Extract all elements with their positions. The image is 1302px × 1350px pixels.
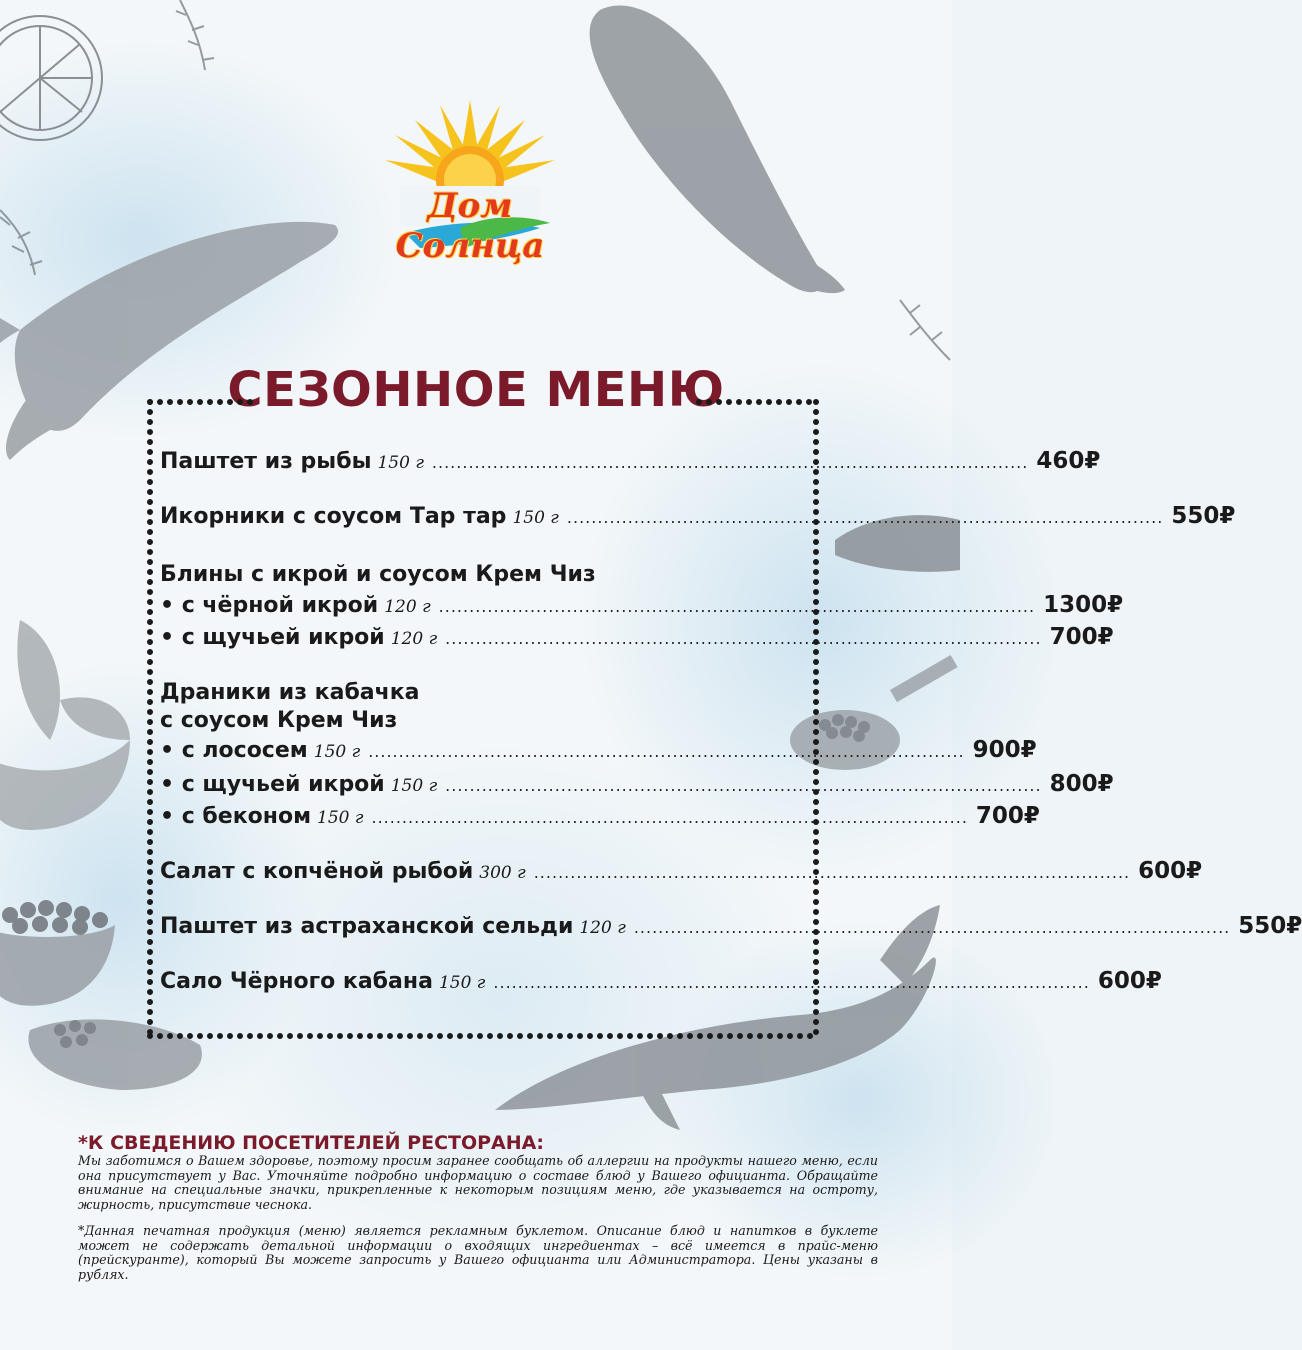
page-title: СЕЗОННОЕ МЕНЮ xyxy=(227,362,725,418)
dot-leader: .................................................................................................. xyxy=(493,973,1090,992)
item-name: Икорники с соусом Тар тар xyxy=(160,504,507,529)
item-name: Паштет из астраханской сельди xyxy=(160,914,574,939)
item-name: • с щучьей икрой xyxy=(160,625,385,650)
menu-item xyxy=(160,624,1114,658)
item-name: • с чёрной икрой xyxy=(160,593,379,618)
item-weight: 150 г xyxy=(313,742,361,762)
item-price: 600₽ xyxy=(1097,968,1162,994)
menu-item xyxy=(160,592,1124,626)
notice-allergy-text: Мы заботимся о Вашем здоровье, поэтому просим заранее сообщать об аллергии на продукты нашего меню, если она присутствует у Вас. Уточняйте подробно информацию о составе блюд у Вашего официанта. Обращайте внимание на специальные значки, прикрепленные к некоторым позициям меню, где указывается на остроту, жирность, присутствие чеснока. xyxy=(78,1153,878,1212)
item-weight: 150 г xyxy=(377,453,424,473)
item-price: 460₽ xyxy=(1036,448,1101,474)
menu-item xyxy=(160,913,1302,947)
item-weight: 120 г xyxy=(390,629,438,649)
item-weight: 150 г xyxy=(438,973,486,993)
dot-leader: .................................................................................................. xyxy=(633,918,1231,937)
restaurant-logo xyxy=(360,88,580,266)
item-name: Салат с копчёной рыбой xyxy=(160,859,474,884)
visitor-notice xyxy=(78,1132,878,1282)
notice-disclaimer-text: *Данная печатная продукция (меню) является рекламным буклетом. Описание блюд и напитков в буклете может не содержать детальной информации о входящих ингредиентах – всё имеется в прайс-меню (прейскуранте), который Вы можете запросить у Вашего официанта или Администратора. Цены указаны в рублях. xyxy=(78,1223,878,1282)
menu-item xyxy=(160,968,1162,1002)
item-name: Сало Чёрного кабана xyxy=(160,969,433,994)
item-weight: 150 г xyxy=(390,776,438,796)
item-weight: 120 г xyxy=(384,597,431,617)
logo-text: Дом Солнца xyxy=(395,186,545,266)
item-weight: 120 г xyxy=(579,918,626,938)
menu-item xyxy=(160,858,1203,892)
notice-title: *К СВЕДЕНИЮ ПОСЕТИТЕЛЕЙ РЕСТОРАНА: xyxy=(78,1132,544,1154)
menu-item xyxy=(160,737,1037,771)
item-price: 800₽ xyxy=(1049,771,1114,797)
item-weight: 150 г xyxy=(512,508,559,528)
menu-item xyxy=(160,503,1236,537)
dot-leader: .................................................................................................. xyxy=(566,508,1164,527)
dot-leader: .................................................................................................. xyxy=(533,863,1131,882)
menu-item xyxy=(160,448,1101,482)
group-heading: с соусом Крем Чиз xyxy=(160,708,398,733)
group-heading: Блины с икрой и соусом Крем Чиз xyxy=(160,562,596,587)
menu-item xyxy=(160,771,1114,805)
item-price: 700₽ xyxy=(975,803,1040,829)
item-weight: 150 г xyxy=(317,808,364,828)
item-name: • с беконом xyxy=(160,804,312,829)
dot-leader: .................................................................................................. xyxy=(371,808,968,827)
item-name: Паштет из рыбы xyxy=(160,449,372,474)
item-price: 600₽ xyxy=(1138,858,1203,884)
dot-leader: .................................................................................................. xyxy=(445,776,1042,795)
item-name: • с лососем xyxy=(160,738,308,763)
dot-leader: .................................................................................................. xyxy=(445,629,1042,648)
dot-leader: .................................................................................................. xyxy=(368,742,965,761)
item-price: 700₽ xyxy=(1049,624,1114,650)
item-price: 900₽ xyxy=(972,737,1037,763)
item-price: 1300₽ xyxy=(1043,592,1124,618)
group-heading: Драники из кабачка xyxy=(160,680,420,705)
dot-leader: .................................................................................................. xyxy=(438,597,1036,616)
item-price: 550₽ xyxy=(1171,503,1236,529)
item-name: • с щучьей икрой xyxy=(160,772,385,797)
dot-leader: .................................................................................................. xyxy=(431,453,1029,472)
item-weight: 300 г xyxy=(479,863,526,883)
item-price: 550₽ xyxy=(1238,913,1302,939)
menu-item xyxy=(160,803,1040,837)
